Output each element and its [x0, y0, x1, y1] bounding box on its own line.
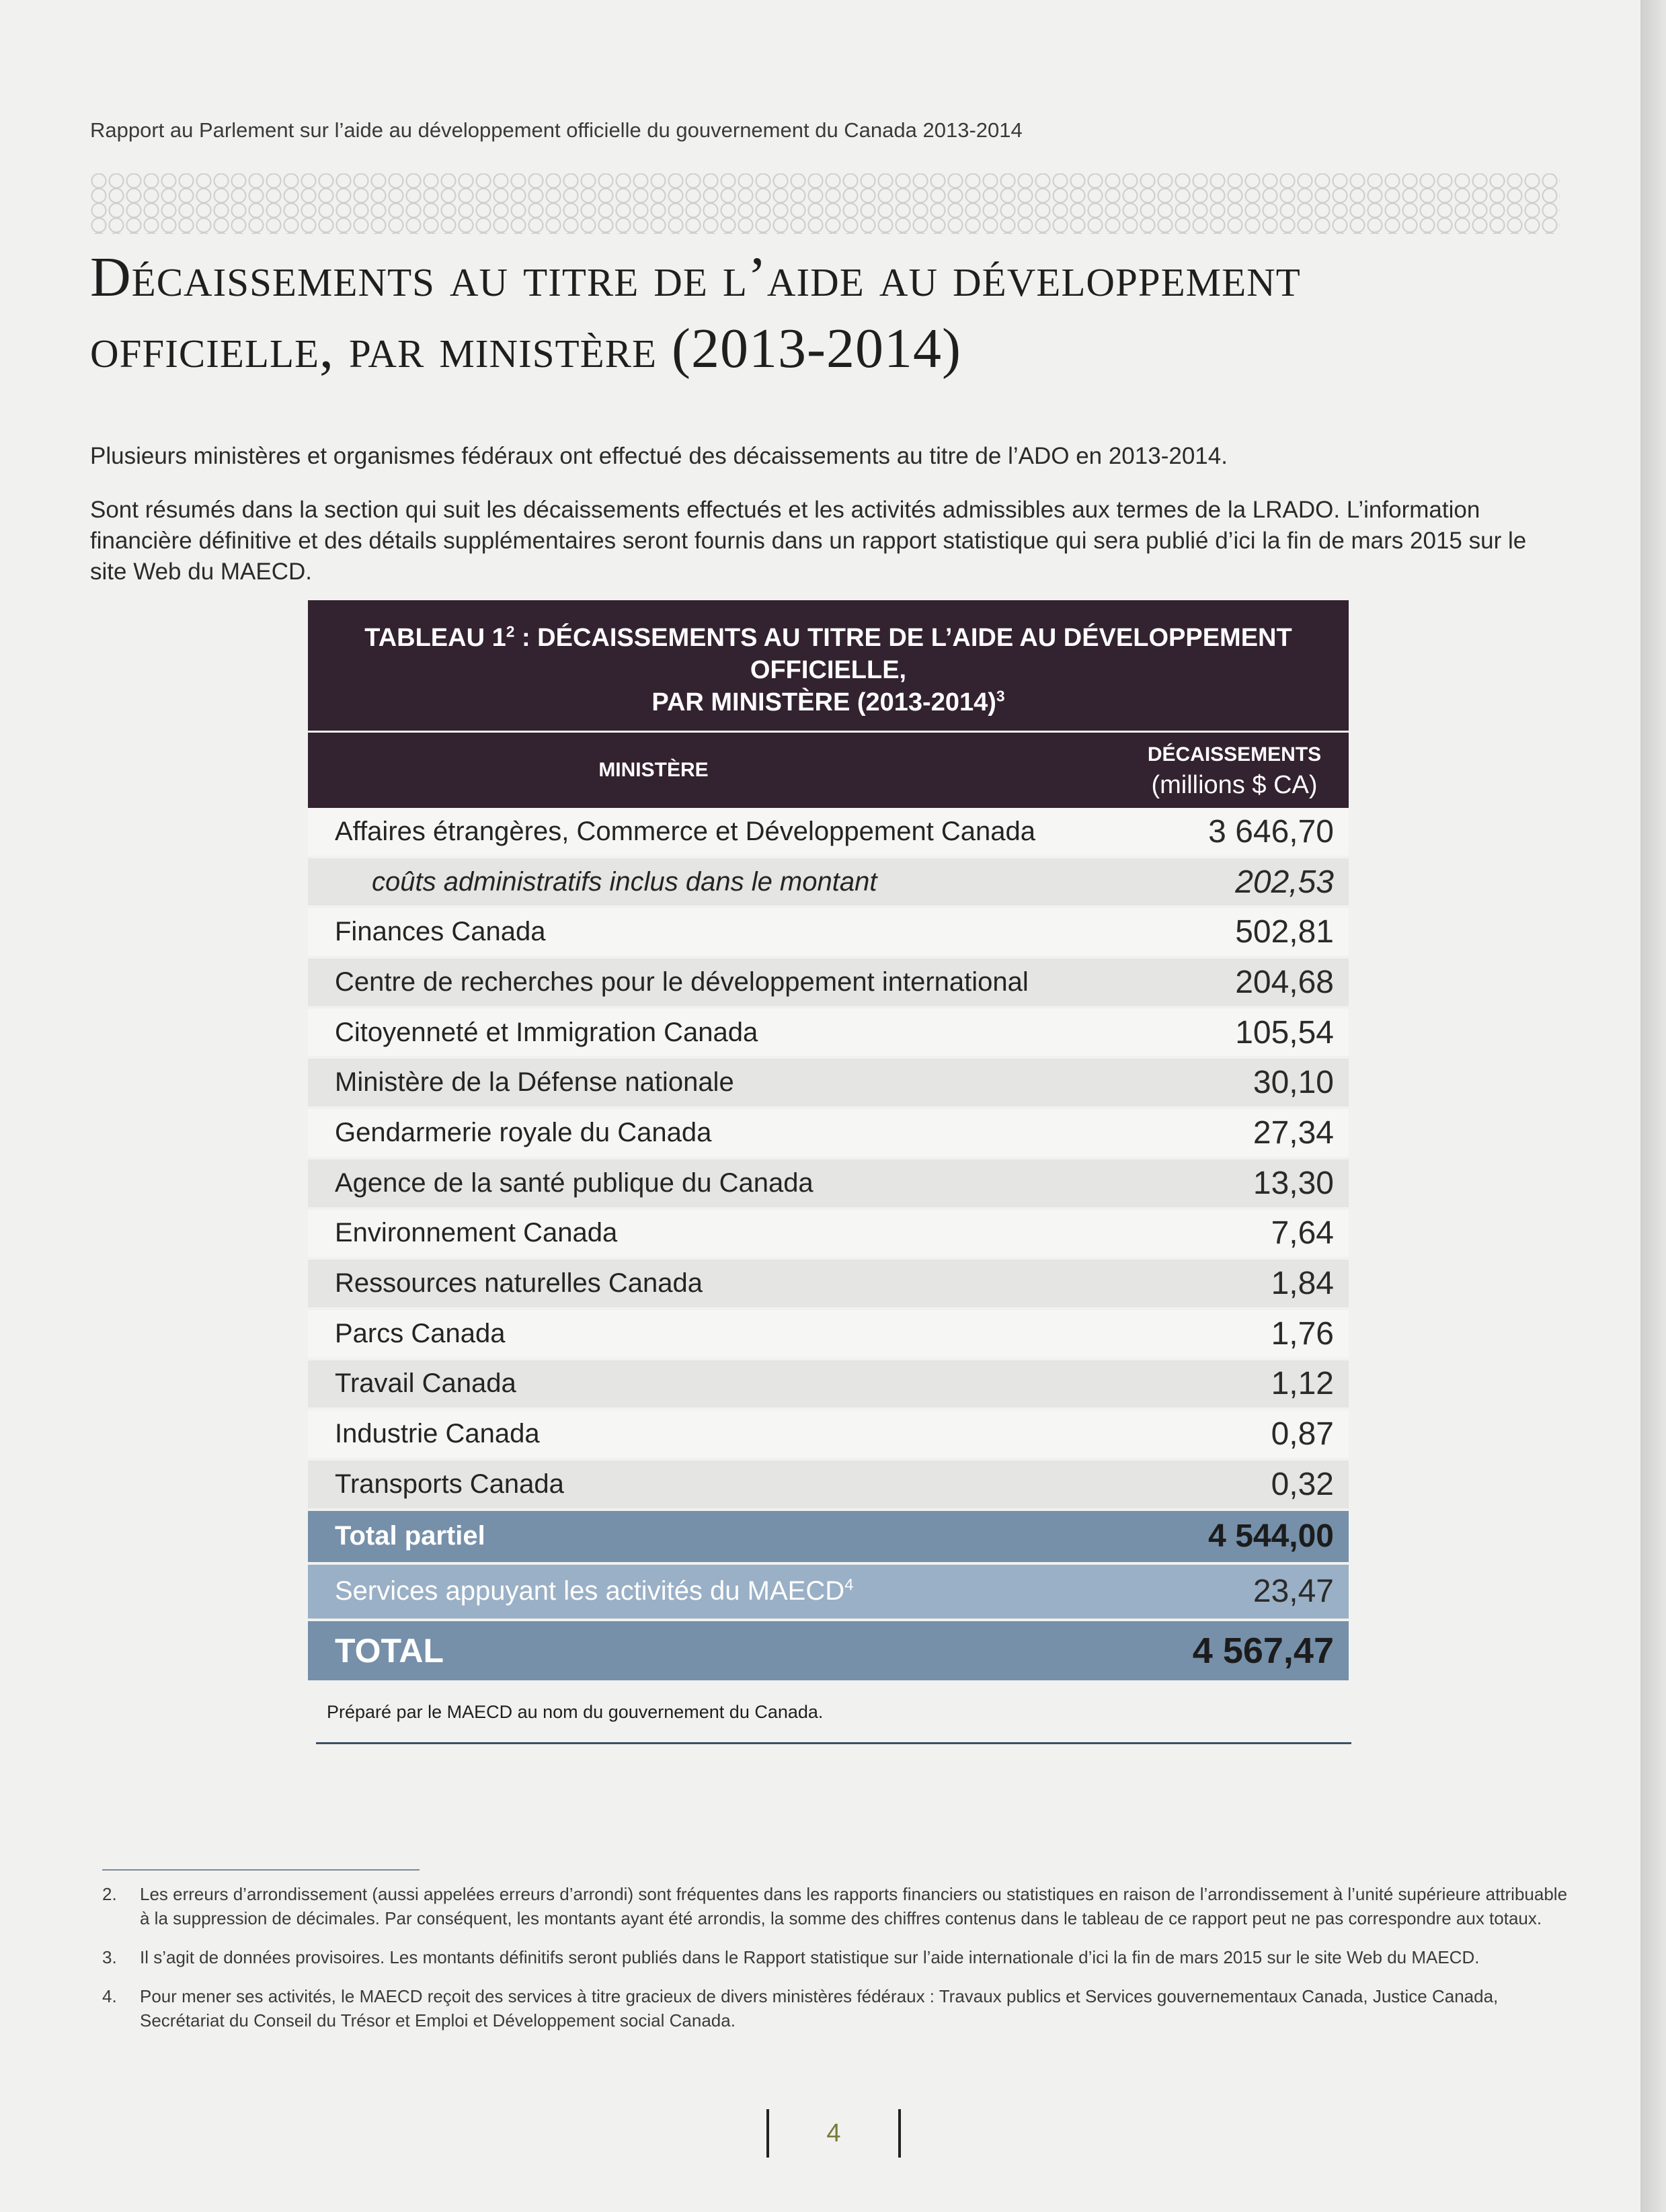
folio-bar-right — [898, 2109, 901, 2158]
column-header-ministere: MINISTÈRE — [598, 759, 709, 781]
ministry-name: Agence de la santé publique du Canada — [335, 1168, 814, 1198]
footnote-text: Il s’agit de données provisoires. Les montants définitifs seront publiés dans le Rapport statistique sur l’aide internationale d’ici la fin de mars 2015 sur le site Web du MAECD. — [140, 1947, 1480, 1967]
table-row — [308, 1360, 1349, 1411]
table-row — [308, 1210, 1349, 1260]
page-title — [90, 242, 1569, 384]
footnote-2 — [102, 1882, 1568, 1930]
disbursement-value: 1,12 — [1271, 1366, 1334, 1402]
disbursement-value: 502,81 — [1235, 914, 1334, 950]
services-label-text: Services appuyant les activités du MAECD — [335, 1576, 845, 1606]
ministry-name: Affaires étrangères, Commerce et Développement Canada — [335, 816, 1036, 846]
services-label — [308, 1576, 1119, 1606]
services-footnote-ref: 4 — [844, 1575, 854, 1594]
table-row — [308, 1260, 1349, 1310]
table-bottom-rule — [316, 1742, 1351, 1744]
disbursement-value: 1,84 — [1271, 1266, 1334, 1302]
table-title-line-2: PAR MINISTÈRE (2013-2014) — [651, 688, 996, 716]
footnote-3 — [102, 1945, 1568, 1969]
table-row — [308, 1461, 1349, 1511]
ministry-name: Transports Canada — [335, 1469, 564, 1499]
table-row — [308, 1109, 1349, 1159]
footnotes — [102, 1882, 1568, 2047]
column-header-unit: (millions $ CA) — [1151, 771, 1318, 799]
ministry-name: Ministère de la Défense nationale — [335, 1067, 734, 1098]
intro-paragraph-2: Sont résumés dans la section qui suit les décaissements effectués et les activités admissibles aux termes de la LRADO. L’information financière définitive et des détails supplémentaires seront fournis dans un rapport statistique qui sera publié d’ici la fin de mars 2015 sur le site Web du MAECD. — [90, 497, 1527, 585]
column-header-decaissements — [1120, 733, 1349, 808]
disbursements-table — [308, 600, 1349, 1680]
table-row — [308, 1310, 1349, 1360]
disbursement-value: 0,32 — [1271, 1466, 1334, 1502]
total-label: TOTAL — [335, 1631, 444, 1670]
ministry-name: Citoyenneté et Immigration Canada — [335, 1017, 758, 1047]
footnote-text: Les erreurs d’arrondissement (aussi appelées erreurs d’arrondi) sont fréquentes dans les rapports financiers ou statistiques en raison de l’arrondissement à l’unité supérieure attribuable à la suppression de décimales. Par conséquent, les montants ayant été arrondis, la somme des chiffres contenus dans le tableau de ce rapport peut ne pas correspondre aux totaux. — [140, 1884, 1568, 1928]
table-row — [308, 808, 1349, 858]
ministry-name: Industrie Canada — [335, 1419, 540, 1449]
table-body — [308, 808, 1349, 1511]
table-row — [308, 958, 1349, 1009]
ministry-name: Ressources naturelles Canada — [335, 1268, 703, 1299]
table-row — [308, 1059, 1349, 1109]
disbursement-value: 105,54 — [1235, 1014, 1334, 1051]
table-title-prefix: TABLEAU 1 — [364, 624, 506, 652]
footnote-4 — [102, 1984, 1568, 2033]
page-title-line-1: Décaissements au titre de l’aide au développement — [90, 246, 1301, 309]
disbursement-value: 30,10 — [1253, 1065, 1334, 1101]
footnote-text: Pour mener ses activités, le MAECD reçoit des services à titre gracieux de divers ministères fédéraux : Travaux publics et Services gouvernementaux Canada, Justice Canada, Secrétariat du Conseil du Trésor et Emploi et Développement social Canada. — [140, 1986, 1499, 2031]
column-header-decaissements-label: DÉCAISSEMENTS — [1147, 743, 1322, 766]
decorative-circle-pattern — [90, 173, 1560, 234]
services-value: 23,47 — [1253, 1573, 1334, 1610]
ministry-name: Finances Canada — [335, 917, 546, 947]
table-row — [308, 1009, 1349, 1059]
table-row — [308, 908, 1349, 958]
folio-bar-left — [766, 2109, 769, 2158]
footnote-rule — [102, 1869, 420, 1871]
disbursement-value: 204,68 — [1235, 964, 1334, 1000]
footnote-number: 2. — [102, 1884, 117, 1904]
disbursement-value: 13,30 — [1253, 1165, 1334, 1201]
ministry-name: Gendarmerie royale du Canada — [335, 1117, 712, 1147]
ministry-name: Centre de recherches pour le développement international — [335, 967, 1029, 997]
table-title — [308, 600, 1349, 733]
services-row — [308, 1565, 1349, 1621]
disbursement-value: 3 646,70 — [1208, 813, 1334, 850]
subtotal-row — [308, 1511, 1349, 1565]
subtotal-value: 4 544,00 — [1208, 1518, 1334, 1555]
total-row — [308, 1621, 1349, 1680]
table-title-line-1: : DÉCAISSEMENTS AU TITRE DE L’AIDE AU DÉVELOPPEMENT OFFICIELLE, — [514, 624, 1292, 684]
table-row — [308, 1410, 1349, 1461]
subtotal-label: Total partiel — [335, 1521, 485, 1551]
ministry-name: Parcs Canada — [335, 1318, 506, 1348]
table-title-footnote-ref: 2 — [506, 622, 515, 641]
total-value: 4 567,47 — [1192, 1630, 1334, 1671]
table-header — [308, 733, 1349, 808]
disbursement-value: 7,64 — [1271, 1215, 1334, 1252]
footnote-number: 4. — [102, 1986, 117, 2006]
table-source-note: Préparé par le MAECD au nom du gouvernement du Canada. — [327, 1702, 824, 1722]
disbursement-value: 202,53 — [1235, 864, 1334, 900]
page-folio — [766, 2109, 901, 2158]
disbursement-value: 27,34 — [1253, 1114, 1334, 1151]
page-edge — [1640, 0, 1666, 2212]
intro-paragraph-1: Plusieurs ministères et organismes fédéraux ont effectué des décaissements au titre de l’ADO en 2013-2014. — [90, 443, 1228, 469]
table-row — [308, 1159, 1349, 1210]
ministry-name: Travail Canada — [335, 1368, 516, 1399]
ministry-name: Environnement Canada — [335, 1218, 618, 1248]
ministry-name: coûts administratifs inclus dans le montant — [372, 866, 877, 897]
running-head: Rapport au Parlement sur l’aide au développement officielle du gouvernement du Canada 2013-2014 — [90, 118, 1023, 142]
table-title-footnote-ref-2: 3 — [996, 687, 1005, 705]
page-title-line-2: officielle, par ministère (2013-2014) — [90, 317, 961, 380]
table-row — [308, 858, 1349, 909]
footnote-number: 3. — [102, 1947, 117, 1967]
page-number: 4 — [826, 2119, 841, 2147]
disbursement-value: 1,76 — [1271, 1315, 1334, 1352]
disbursement-value: 0,87 — [1271, 1416, 1334, 1452]
